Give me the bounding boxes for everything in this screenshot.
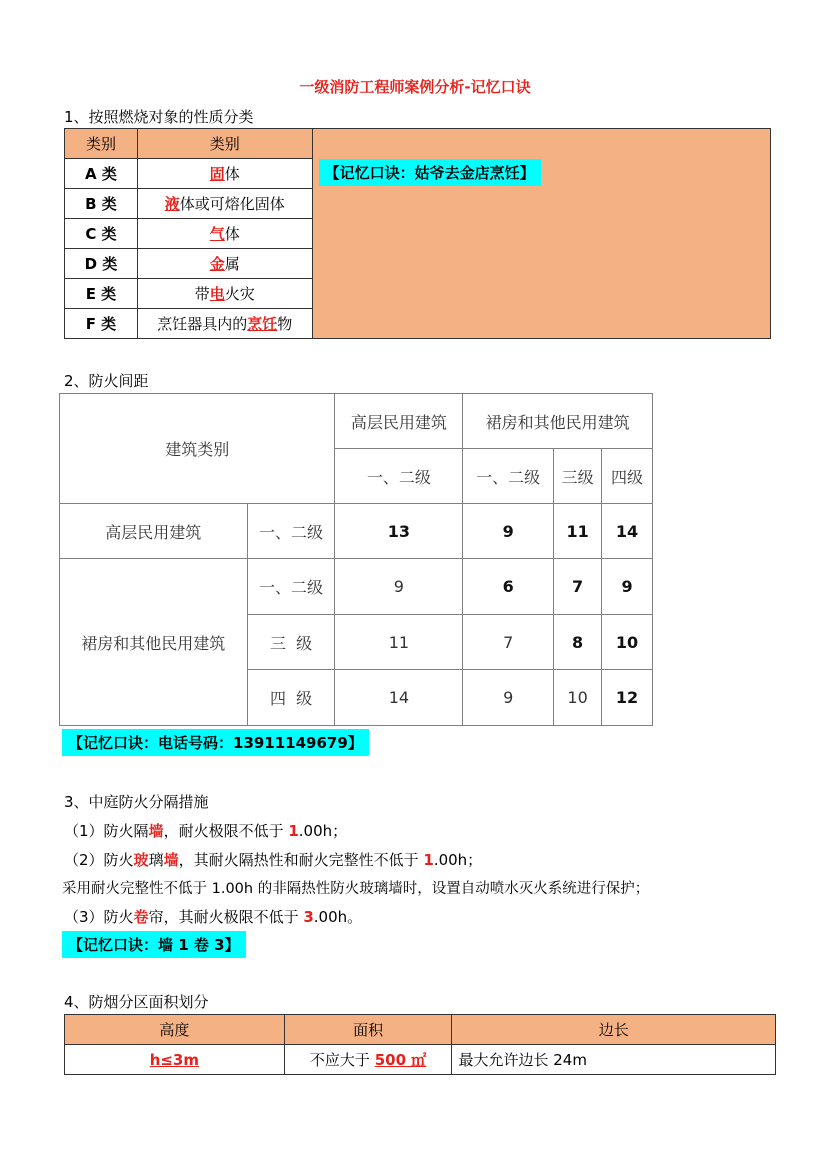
value-cell: 9 bbox=[463, 670, 554, 726]
value-cell: 14 bbox=[335, 670, 463, 726]
mnemonic-2: 【记忆口诀：电话号码：13911149679】 bbox=[62, 729, 369, 756]
class-cell: B 类 bbox=[65, 189, 138, 219]
value-cell: 7 bbox=[463, 615, 554, 670]
height-cell: h≤3m bbox=[65, 1045, 285, 1075]
table-header: 类别 bbox=[137, 129, 312, 159]
grade-cell: 四 级 bbox=[247, 670, 335, 726]
atrium-line-4: （3）防火卷帘，其耐火极限不低于 3.00h。 bbox=[64, 908, 363, 926]
mnemonic-3: 【记忆口诀：墙 1 卷 3】 bbox=[62, 931, 246, 958]
value-cell: 9 bbox=[335, 559, 463, 615]
fire-spacing-table bbox=[59, 393, 653, 726]
sub-header: 三级 bbox=[554, 449, 602, 504]
value-cell: 11 bbox=[554, 504, 602, 559]
page-title: 一级消防工程师案例分析-记忆口诀 bbox=[299, 78, 531, 96]
side-cell: 最大允许边长 24m bbox=[452, 1045, 776, 1075]
desc-cell: 气体 bbox=[137, 219, 312, 249]
value-cell: 9 bbox=[602, 559, 653, 615]
col-header-high: 高层民用建筑 bbox=[335, 394, 463, 449]
desc-cell: 液体或可熔化固体 bbox=[137, 189, 312, 219]
smoke-zone-table bbox=[64, 1014, 776, 1075]
value-cell: 8 bbox=[554, 615, 602, 670]
value-cell: 13 bbox=[335, 504, 463, 559]
section-1-heading: 1、按照燃烧对象的性质分类 bbox=[64, 108, 254, 126]
class-cell: D 类 bbox=[65, 249, 138, 279]
table-header: 类别 bbox=[65, 129, 138, 159]
table-row bbox=[60, 504, 653, 559]
table-row bbox=[60, 559, 653, 615]
desc-cell: 固体 bbox=[137, 159, 312, 189]
value-cell: 11 bbox=[335, 615, 463, 670]
mnemonic-cell bbox=[312, 129, 770, 339]
value-cell: 10 bbox=[602, 615, 653, 670]
mnemonic-1: 【记忆口诀：姑爷去金店烹饪】 bbox=[319, 159, 541, 186]
sub-header: 四级 bbox=[602, 449, 653, 504]
desc-cell: 金属 bbox=[137, 249, 312, 279]
class-cell: A 类 bbox=[65, 159, 138, 189]
table-header: 边长 bbox=[452, 1015, 776, 1045]
sub-header: 一、二级 bbox=[335, 449, 463, 504]
corner-cell: 建筑类别 bbox=[60, 394, 335, 504]
desc-cell: 烹饪器具内的烹饪物 bbox=[137, 309, 312, 339]
class-cell: F 类 bbox=[65, 309, 138, 339]
value-cell: 14 bbox=[602, 504, 653, 559]
section-2-heading: 2、防火间距 bbox=[64, 372, 149, 390]
section-3-heading: 3、中庭防火分隔措施 bbox=[64, 793, 209, 811]
grade-cell: 一、二级 bbox=[247, 559, 335, 615]
atrium-line-1: （1）防火隔墙，耐火极限不低于 1.00h； bbox=[64, 822, 348, 840]
class-cell: E 类 bbox=[65, 279, 138, 309]
value-cell: 10 bbox=[554, 670, 602, 726]
value-cell: 7 bbox=[554, 559, 602, 615]
section-4-heading: 4、防烟分区面积划分 bbox=[64, 993, 209, 1011]
table-header: 面积 bbox=[284, 1015, 452, 1045]
row-header-high: 高层民用建筑 bbox=[60, 504, 248, 559]
sub-header: 一、二级 bbox=[463, 449, 554, 504]
grade-cell: 一、二级 bbox=[247, 504, 335, 559]
fire-class-table bbox=[64, 128, 771, 339]
col-header-podium: 裙房和其他民用建筑 bbox=[463, 394, 653, 449]
value-cell: 6 bbox=[463, 559, 554, 615]
atrium-line-3: 采用耐火完整性不低于 1.00h 的非隔热性防火玻璃墙时，设置自动喷水灭火系统进行保护； bbox=[62, 881, 650, 897]
grade-cell: 三 级 bbox=[247, 615, 335, 670]
atrium-line-2: （2）防火玻璃墙，其耐火隔热性和耐火完整性不低于 1.00h； bbox=[64, 851, 483, 869]
value-cell: 12 bbox=[602, 670, 653, 726]
row-header-podium: 裙房和其他民用建筑 bbox=[60, 559, 248, 726]
table-header: 高度 bbox=[65, 1015, 285, 1045]
table-row bbox=[65, 1045, 776, 1075]
area-cell: 不应大于 500 ㎡ bbox=[284, 1045, 452, 1075]
class-cell: C 类 bbox=[65, 219, 138, 249]
value-cell: 9 bbox=[463, 504, 554, 559]
desc-cell: 带电火灾 bbox=[137, 279, 312, 309]
